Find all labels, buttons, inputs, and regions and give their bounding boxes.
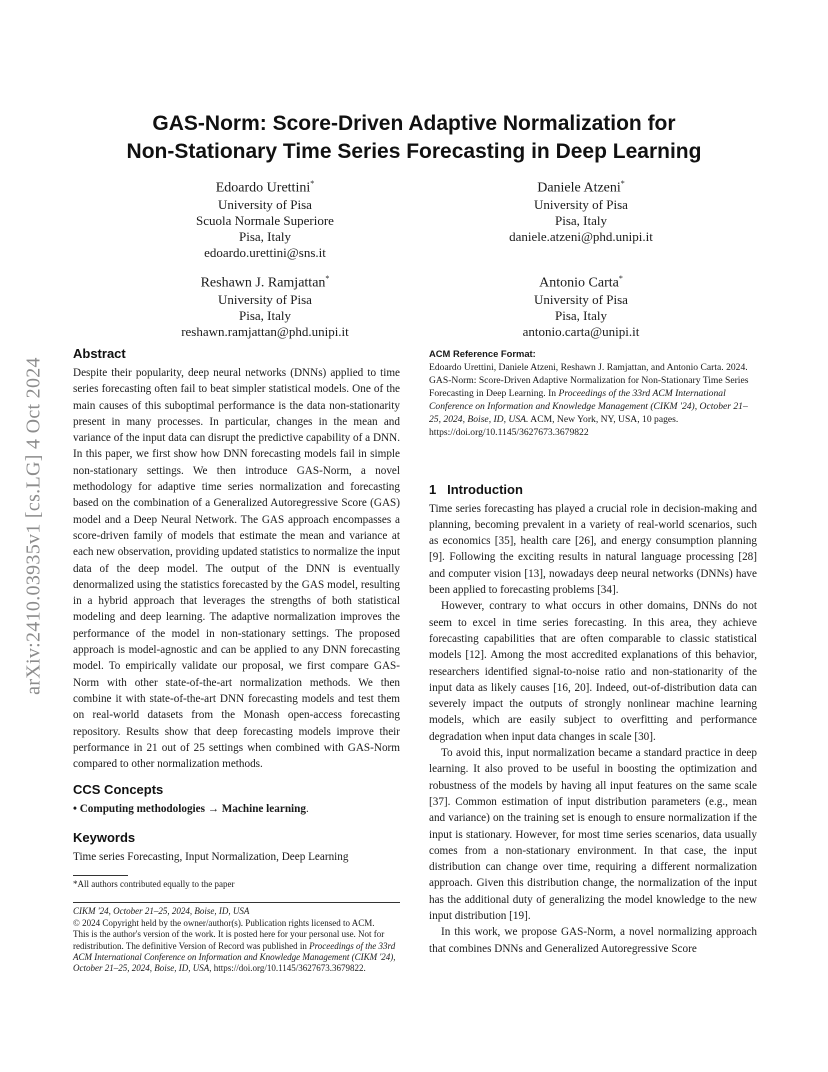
author-email[interactable]: edoardo.urettini@sns.it [204,244,326,260]
author-email[interactable]: reshawn.ramjattan@phd.unipi.it [181,323,349,339]
author-affiliation: University of Pisa [218,291,312,307]
title-line-2: Non-Stationary Time Series Forecasting in Deep Learning [126,140,702,163]
author-block-1 [140,176,390,261]
footnote: *All authors contributed equally to the paper [73,879,235,890]
keywords-list: Time series Forecasting, Input Normalization, Deep Learning [73,850,349,863]
introduction-body [429,501,757,957]
ccs-concepts [73,801,400,817]
author-affiliation: University of Pisa [534,291,628,307]
intro-paragraph-4: In this work, we propose GAS-Norm, a novel normalizing approach that combines DNNs and Generalized Autoregressive Score [429,926,757,955]
right-column [429,348,757,957]
copyright-line: © 2024 Copyright held by the owner/author(s). Publication rights licensed to ACM. [73,917,375,928]
author-name: Daniele Atzeni [537,180,621,196]
copyright-block [73,906,400,974]
equal-contribution-mark: * [310,179,315,188]
proceedings-title: Proceedings of the 33rd ACM International Conference on Information and Knowledge Management (CIKM '24), October 21–25, 2024, Boise, ID, USA [73,940,396,974]
title-line-1: GAS-Norm: Score-Driven Adaptive Normalization for [152,112,676,135]
author-location: Pisa, Italy [239,307,291,323]
copyright-doi[interactable]: , https://doi.org/10.1145/3627673.3679822. [209,963,366,974]
author-affiliation: University of Pisa [218,196,312,212]
author-location: Pisa, Italy [239,228,291,244]
footnote-rule [73,875,128,876]
arxiv-identifier[interactable]: arXiv:2410.03935v1 [cs.LG] 4 Oct 2024 [22,357,45,695]
paper-title [60,110,768,166]
author-affiliation: Scuola Normale Superiore [196,212,334,228]
author-name: Edoardo Urettini [215,180,311,196]
ccs-heading: CCS Concepts [73,782,164,798]
author-email[interactable]: daniele.atzeni@phd.unipi.it [509,228,653,244]
acm-reference-text: Edoardo Urettini, Daniele Atzeni, Reshawn J. Ramjattan, and Antonio Carta. 2024. GAS-Norm: Score-Driven Adaptive Normalization for Non-Stationary Time Series Forecasting in Deep Learning. In Proceedings of the 33rd ACM International Conference on Information and Knowledge Management (CIKM '24), October 21–25, 2024, Boise, ID, USA. ACM, New York, NY, USA, 10 pages. https://doi.org/10.1145/3627673.3679822 [429,362,749,439]
author-location: Pisa, Italy [555,307,607,323]
author-email[interactable]: antonio.carta@unipi.it [522,323,640,339]
equal-contribution-mark: * [618,274,623,283]
bullet: • [73,803,77,816]
equal-contribution-mark: * [620,179,625,188]
author-block-2 [456,176,706,245]
author-affiliation: University of Pisa [534,196,628,212]
conference-line: CIKM '24, October 21–25, 2024, Boise, ID, USA [73,906,250,917]
copyright-rule [73,902,400,903]
equal-contribution-mark: * [325,274,330,283]
arxiv-stamp [14,296,54,756]
abstract-heading: Abstract [73,346,126,361]
keywords-heading: Keywords [73,829,136,845]
author-location: Pisa, Italy [555,212,607,228]
author-block-4 [456,271,706,340]
acm-reference-doi[interactable]: ACM, New York, NY, USA, 10 pages. https://doi.org/10.1145/3627673.3679822 [429,414,679,439]
intro-paragraph-1: Time series forecasting has played a crucial role in decision-making and planning, becoming prevalent in a variety of real-world scenarios, such as economics [35], health care [26], and energy consumption planning [9]. Following the exciting results in natural language processing [28] and computer vision [13], nowadays deep neural networks (DNNs) have been applied to forecasting problems [34]. [429,502,757,597]
ccs-period: . [305,803,309,816]
left-column [73,346,400,975]
section-title: Introduction [447,481,523,497]
author-block-3 [140,271,390,340]
section-number: 1 [429,481,437,497]
acm-reference-heading: ACM Reference Format: [429,348,536,359]
ccs-concept-item: Computing methodologies → Machine learning [79,803,306,816]
abstract-paragraph: Despite their popularity, deep neural networks (DNNs) applied to time series forecasting often fail to beat simpler statistical models. One of the main causes of this suboptimal performance is the data non-stationarity present in many processes. In particular, changes in the mean and variance of the input data can disrupt the predictive capability of a DNN. In this paper, we first show how DNN forecasting models fail in simple non-stationary settings. We then introduce GAS-Norm, a novel methodology for adaptive time series normalization and forecasting based on the combination of a Generalized Autoregressive Score (GAS) model and a Deep Neural Network. The GAS approach encompasses a score-driven family of models that estimate the mean and variance at each new observation, providing updated statistics to normalize the input data of the deep model. The output of the DNN is eventually denormalized using the statistics forecasted by the GAS model, resulting in a hybrid approach that leverages the strengths of both statistical modeling and deep learning. The adaptive normalization improves the performance of the model in non-stationary settings. The proposed approach is model-agnostic and can be applied to any DNN forecasting model. To empirically validate our proposal, we first compare GAS-Norm with other state-of-the-art normalization methods. We then combine it with state-of-the-art DNN forecasting models and test them on real-world datasets from the Monash open-access forecasting repository. Results show that deep forecasting models improve their performance in 21 out of 25 settings when combined with GAS-Norm compared to other normalization methods. [73,367,400,771]
section-heading-introduction [429,482,757,497]
author-name: Reshawn J. Ramjattan [200,275,326,291]
copyright-notice: This is the author's version of the work. It is posted here for your personal use. Not for redistribution. The definitive Version of Record was published in Proceedings of the 33rd ACM International Conference on Information and Knowledge Management (CIKM '24), October 21–25, 2024, Boise, ID, USA, https://doi.org/10.1145/3627673.3679822. [73,929,396,974]
acm-reference-proceedings: Proceedings of the 33rd ACM International Conference on Information and Knowledge Management (CIKM '24), October 21–25, 2024, Boise, ID, USA. [429,388,748,426]
intro-paragraph-2: However, contrary to what occurs in other domains, DNNs do not seem to excel in time series forecasting. In this area, they achieve forecasting capabilities that are often comparable to classic statistical models [12]. Among the most accredited explanations of this behavior, researchers identified signal-to-noise ratio and non-stationarity of the input data as likely causes [16, 20]. Indeed, out-of-distribution data can severely impact the outputs of strongly nonlinear machine learning models, which are easily subject to overfitting and performance degradation when input data changes in scale [30]. [429,600,757,743]
intro-paragraph-3: To avoid this, input normalization became a standard practice in deep learning. It also proved to be useful in boosting the optimization and robustness of the models by having all input features on the same scale [37]. Common estimation of input distribution parameters (e.g., mean and variance) on the training set is enough to ensure normalization if the input is stationary. However, for most time series scenarios, data usually comes from a non-stationary environment. In that case, the input distribution can change over time, requiring a different normalization approach. Given this distribution change, the normalization of the input has the additional duty of generalizing the model knowledge to the new input distribution [19]. [429,747,757,922]
author-name: Antonio Carta [539,275,619,291]
abstract-body [73,365,400,772]
